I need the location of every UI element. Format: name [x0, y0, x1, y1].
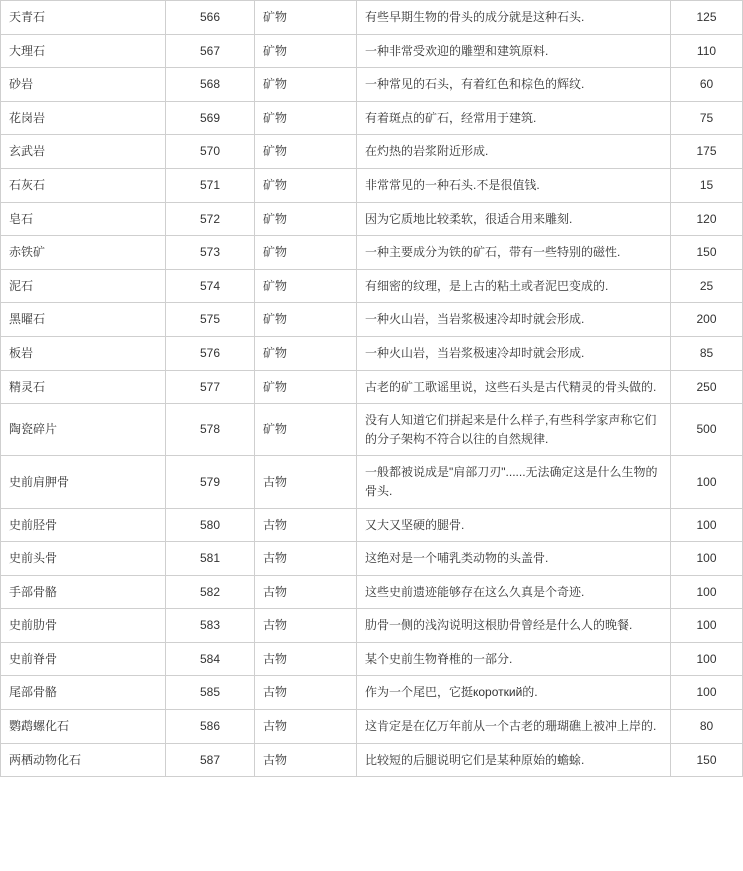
- cell-name: 砂岩: [1, 68, 166, 102]
- cell-value: 125: [671, 1, 743, 35]
- cell-id: 584: [166, 642, 255, 676]
- cell-value: 200: [671, 303, 743, 337]
- cell-name: 史前胫骨: [1, 508, 166, 542]
- cell-id: 573: [166, 236, 255, 270]
- table-row: [1, 135, 743, 169]
- cell-name: 史前肩胛骨: [1, 456, 166, 508]
- cell-id: 566: [166, 1, 255, 35]
- cell-type: 矿物: [255, 68, 357, 102]
- cell-id: 569: [166, 101, 255, 135]
- cell-type: 古物: [255, 456, 357, 508]
- cell-id: 578: [166, 404, 255, 456]
- table-row: [1, 508, 743, 542]
- cell-id: 574: [166, 269, 255, 303]
- cell-name: 尾部骨骼: [1, 676, 166, 710]
- cell-name: 花岗岩: [1, 101, 166, 135]
- cell-type: 古物: [255, 743, 357, 777]
- cell-description: 有着斑点的矿石，经常用于建筑.: [357, 101, 671, 135]
- table-row: [1, 404, 743, 456]
- cell-id: 583: [166, 609, 255, 643]
- cell-name: 皂石: [1, 202, 166, 236]
- cell-description: 有些早期生物的骨头的成分就是这种石头.: [357, 1, 671, 35]
- table-row: [1, 303, 743, 337]
- cell-description: 一种非常受欢迎的雕塑和建筑原料.: [357, 34, 671, 68]
- cell-type: 古物: [255, 609, 357, 643]
- cell-type: 古物: [255, 642, 357, 676]
- cell-description: 因为它质地比较柔软，很适合用来雕刻.: [357, 202, 671, 236]
- cell-type: 矿物: [255, 168, 357, 202]
- cell-value: 60: [671, 68, 743, 102]
- table-row: [1, 336, 743, 370]
- cell-value: 80: [671, 710, 743, 744]
- table-row: [1, 642, 743, 676]
- cell-value: 100: [671, 456, 743, 508]
- table-row: [1, 609, 743, 643]
- cell-description: 没有人知道它们拼起来是什么样子,有些科学家声称它们的分子架构不符合以往的自然规律.: [357, 404, 671, 456]
- cell-id: 577: [166, 370, 255, 404]
- cell-type: 矿物: [255, 202, 357, 236]
- table-row: [1, 1, 743, 35]
- cell-name: 陶瓷碎片: [1, 404, 166, 456]
- cell-type: 古物: [255, 542, 357, 576]
- cell-type: 矿物: [255, 34, 357, 68]
- cell-name: 史前头骨: [1, 542, 166, 576]
- cell-id: 575: [166, 303, 255, 337]
- cell-type: 矿物: [255, 135, 357, 169]
- table-row: [1, 743, 743, 777]
- cell-id: 567: [166, 34, 255, 68]
- cell-description: 有细密的纹理，是上古的粘土或者泥巴变成的.: [357, 269, 671, 303]
- cell-value: 100: [671, 609, 743, 643]
- cell-id: 582: [166, 575, 255, 609]
- cell-description: 一种火山岩，当岩浆极速冷却时就会形成.: [357, 336, 671, 370]
- cell-value: 110: [671, 34, 743, 68]
- cell-value: 500: [671, 404, 743, 456]
- cell-description: 一种火山岩，当岩浆极速冷却时就会形成.: [357, 303, 671, 337]
- cell-value: 75: [671, 101, 743, 135]
- cell-id: 585: [166, 676, 255, 710]
- cell-name: 大理石: [1, 34, 166, 68]
- cell-id: 580: [166, 508, 255, 542]
- cell-name: 史前脊骨: [1, 642, 166, 676]
- cell-id: 570: [166, 135, 255, 169]
- cell-name: 泥石: [1, 269, 166, 303]
- cell-description: 一般都被说成是"肩部刀刃"......无法确定这是什么生物的骨头.: [357, 456, 671, 508]
- table-row: [1, 456, 743, 508]
- table-body: [1, 1, 743, 777]
- cell-description: 又大又坚硬的腿骨.: [357, 508, 671, 542]
- table-row: [1, 676, 743, 710]
- cell-description: 一种常见的石头，有着红色和棕色的辉纹.: [357, 68, 671, 102]
- cell-value: 120: [671, 202, 743, 236]
- cell-name: 黑曜石: [1, 303, 166, 337]
- cell-id: 586: [166, 710, 255, 744]
- cell-type: 古物: [255, 676, 357, 710]
- cell-value: 100: [671, 642, 743, 676]
- cell-id: 581: [166, 542, 255, 576]
- cell-name: 石灰石: [1, 168, 166, 202]
- cell-value: 100: [671, 542, 743, 576]
- cell-description: 作为一个尾巴，它挺короткий的.: [357, 676, 671, 710]
- cell-id: 568: [166, 68, 255, 102]
- cell-type: 矿物: [255, 1, 357, 35]
- table-row: [1, 370, 743, 404]
- cell-value: 100: [671, 575, 743, 609]
- cell-id: 572: [166, 202, 255, 236]
- cell-description: 古老的矿工歌谣里说，这些石头是古代精灵的骨头做的.: [357, 370, 671, 404]
- cell-name: 鹦鹉螺化石: [1, 710, 166, 744]
- table-row: [1, 168, 743, 202]
- table-row: [1, 710, 743, 744]
- cell-type: 矿物: [255, 303, 357, 337]
- table-row: [1, 269, 743, 303]
- cell-name: 玄武岩: [1, 135, 166, 169]
- table-row: [1, 34, 743, 68]
- table-row: [1, 236, 743, 270]
- cell-id: 571: [166, 168, 255, 202]
- table-row: [1, 202, 743, 236]
- cell-id: 576: [166, 336, 255, 370]
- cell-value: 100: [671, 676, 743, 710]
- cell-description: 某个史前生物脊椎的一部分.: [357, 642, 671, 676]
- cell-name: 天青石: [1, 1, 166, 35]
- cell-type: 矿物: [255, 101, 357, 135]
- cell-value: 25: [671, 269, 743, 303]
- cell-description: 肋骨一侧的浅沟说明这根肋骨曾经是什么人的晚餐.: [357, 609, 671, 643]
- cell-type: 古物: [255, 710, 357, 744]
- cell-type: 矿物: [255, 236, 357, 270]
- cell-type: 古物: [255, 508, 357, 542]
- cell-name: 史前肋骨: [1, 609, 166, 643]
- table-row: [1, 68, 743, 102]
- cell-id: 579: [166, 456, 255, 508]
- cell-type: 矿物: [255, 269, 357, 303]
- cell-description: 非常常见的一种石头.不是很值钱.: [357, 168, 671, 202]
- cell-description: 一种主要成分为铁的矿石，带有一些特别的磁性.: [357, 236, 671, 270]
- cell-name: 精灵石: [1, 370, 166, 404]
- cell-id: 587: [166, 743, 255, 777]
- cell-name: 赤铁矿: [1, 236, 166, 270]
- cell-name: 两栖动物化石: [1, 743, 166, 777]
- cell-description: 在灼热的岩浆附近形成.: [357, 135, 671, 169]
- cell-type: 古物: [255, 575, 357, 609]
- cell-name: 板岩: [1, 336, 166, 370]
- cell-type: 矿物: [255, 404, 357, 456]
- cell-type: 矿物: [255, 336, 357, 370]
- cell-value: 250: [671, 370, 743, 404]
- cell-value: 85: [671, 336, 743, 370]
- table-row: [1, 575, 743, 609]
- cell-description: 比较短的后腿说明它们是某种原始的蟾蜍.: [357, 743, 671, 777]
- cell-type: 矿物: [255, 370, 357, 404]
- cell-value: 175: [671, 135, 743, 169]
- cell-description: 这绝对是一个哺乳类动物的头盖骨.: [357, 542, 671, 576]
- cell-description: 这些史前遗迹能够存在这么久真是个奇迹.: [357, 575, 671, 609]
- cell-value: 15: [671, 168, 743, 202]
- cell-value: 150: [671, 743, 743, 777]
- cell-description: 这肯定是在亿万年前从一个古老的珊瑚礁上被冲上岸的.: [357, 710, 671, 744]
- cell-value: 100: [671, 508, 743, 542]
- table-row: [1, 101, 743, 135]
- table-row: [1, 542, 743, 576]
- cell-name: 手部骨骼: [1, 575, 166, 609]
- cell-value: 150: [671, 236, 743, 270]
